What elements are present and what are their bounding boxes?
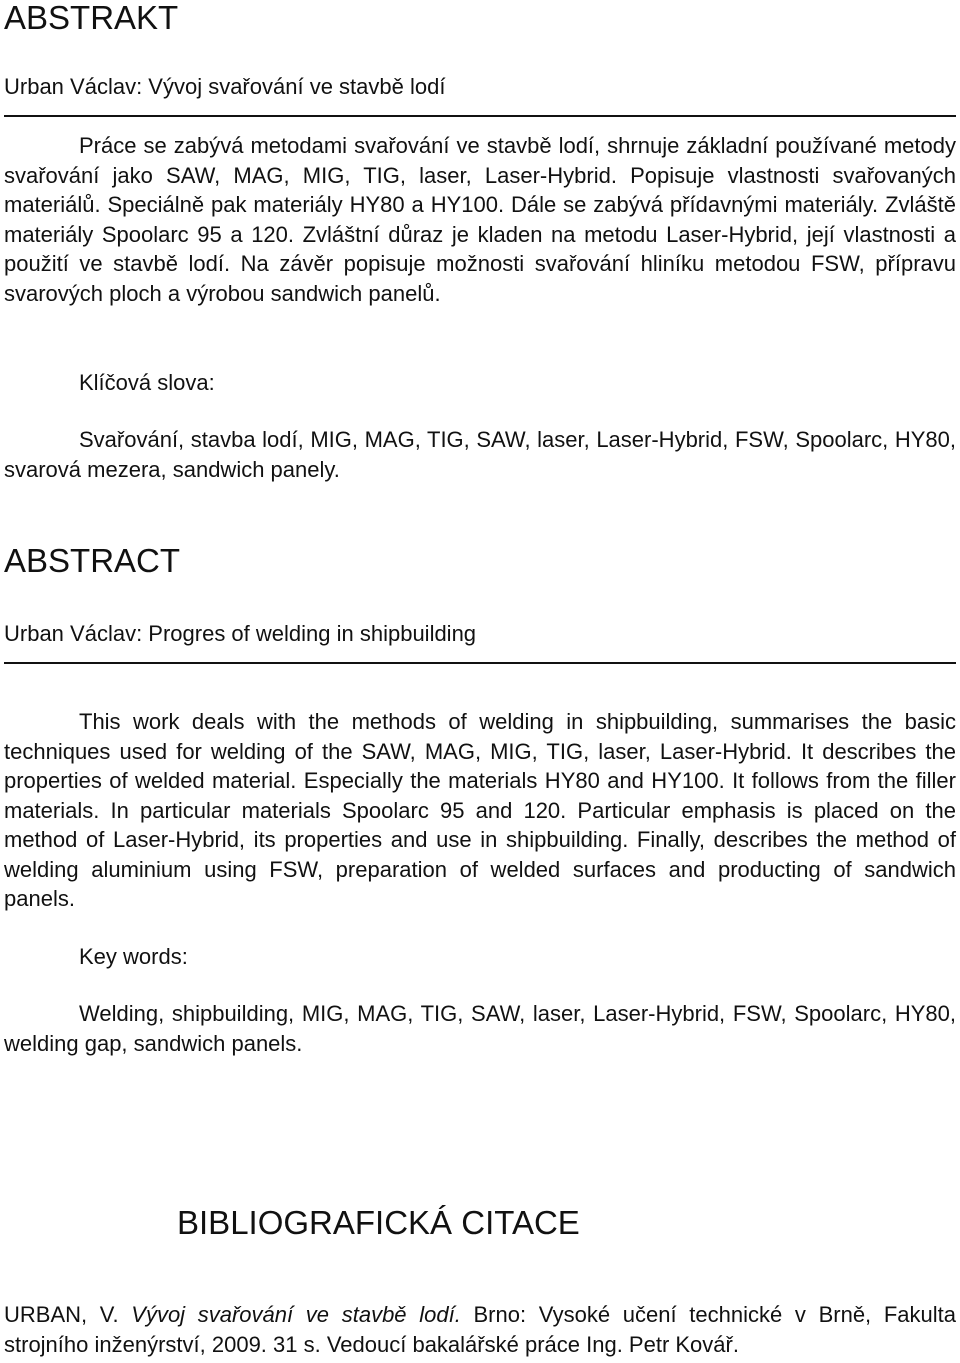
english-keywords-text: Welding, shipbuilding, MIG, MAG, TIG, SAW, laser, Laser-Hybrid, FSW, Spoolarc, HY80, welding gap, sandwich panels. xyxy=(4,1001,956,1056)
bibliographic-citation-text xyxy=(4,1300,956,1359)
czech-keywords-text: Svařování, stavba lodí, MIG, MAG, TIG, SAW, laser, Laser-Hybrid, FSW, Spoolarc, HY80, svarová mezera, sandwich panely. xyxy=(4,427,956,482)
citation-author: URBAN, V. xyxy=(4,1302,132,1327)
czech-abstract-heading: ABSTRAKT xyxy=(4,0,179,36)
czech-abstract-text: Práce se zabývá metodami svařování ve stavbě lodí, shrnuje základní používané metody svařování jako SAW, MAG, MIG, TIG, laser, Laser-Hybrid. Popisuje vlastnosti svařovaných materiálů. Speciálně pak materiály HY80 a HY100. Dále se zabývá přídavnými materiály. Zvláště materiály Spoolarc 95 a 120. Zvláštní důraz je kladen na metodu Laser-Hybrid, její vlastnosti a použití ve stavbě lodí. Na závěr popisuje možnosti svařování hliníku metodou FSW, přípravu svarových ploch a výrobou sandwich panelů. xyxy=(4,133,956,306)
czech-thesis-title: Urban Václav: Vývoj svařování ve stavbě lodí xyxy=(4,74,446,99)
english-title-rule xyxy=(4,662,956,664)
english-keywords-label: Key words: xyxy=(79,944,188,969)
english-thesis-title: Urban Václav: Progres of welding in shipbuilding xyxy=(4,621,477,646)
english-abstract-heading: ABSTRACT xyxy=(4,542,181,579)
czech-keywords-label: Klíčová slova: xyxy=(79,370,215,395)
citation-details: Brno: Vysoké učení technické v Brně, Fakulta strojního inženýrství, 2009. 31 s. Vedoucí bakalářské práce Ing. Petr Kovář. xyxy=(4,1302,956,1357)
bibliographic-citation-heading: BIBLIOGRAFICKÁ CITACE xyxy=(177,1204,580,1241)
czech-title-rule xyxy=(4,115,956,117)
citation-title: Vývoj svařování ve stavbě lodí. xyxy=(131,1302,461,1327)
english-abstract-text: This work deals with the methods of welding in shipbuilding, summarises the basic techniques used for welding of the SAW, MAG, MIG, TIG, laser, Laser-Hybrid. It describes the properties of welded material. Especially the materials HY80 and HY100. It follows from the filler materials. In particular materials Spoolarc 95 and 120. Particular emphasis is placed on the method of Laser-Hybrid, its properties and use in shipbuilding. Finally, describes the method of welding aluminium using FSW, preparation of welded surfaces and producting of sandwich panels. xyxy=(4,709,956,911)
